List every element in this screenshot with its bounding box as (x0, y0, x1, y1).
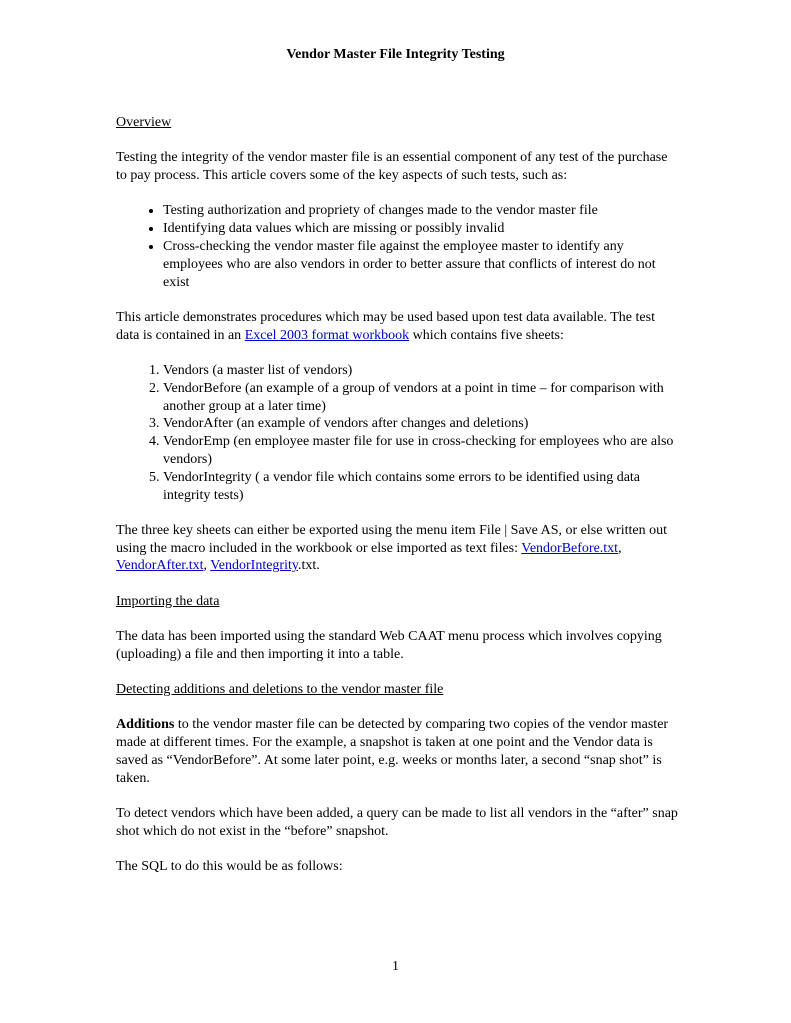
vendor-integrity-link[interactable]: VendorIntegrity (210, 558, 298, 574)
list-item: • Testing authorization and propriety of changes made to the vendor master file (163, 202, 678, 220)
overview-heading: Overview (116, 115, 172, 130)
excel-workbook-link[interactable]: Excel 2003 format workbook (244, 327, 410, 343)
list-item: 3. VendorAfter (an example of vendors after changes and deletions) (163, 415, 678, 433)
list-item: • Cross-checking the vendor master file against the employee master to identify any employees who are also vendors in order to better assure that conflicts of interest do not exist (163, 238, 678, 291)
list-item: 5. VendorIntegrity ( a vendor file which contains some errors to be identified using data integrity tests) (163, 469, 678, 505)
vendor-after-link[interactable]: VendorAfter.txt (116, 558, 204, 574)
demo-paragraph: This article demonstrates procedures which may be used based upon test data available. The test data is contained in an Excel 2003 format workbook which contains five sheets: (116, 309, 655, 343)
list-item: 1. Vendors (a master list of vendors) (163, 362, 678, 380)
list-item: 4. VendorEmp (en employee master file for use in cross-checking for employees who are also vendors) (163, 433, 678, 469)
overview-bullet-list (116, 202, 678, 291)
list-item: 2. VendorBefore (an example of a group of vendors at a point in time – for comparison with another group at a later time) (163, 380, 678, 416)
importing-heading: Importing the data (116, 593, 220, 609)
additions-bold-lead: Additions (116, 717, 175, 733)
export-paragraph: The three key sheets can either be exported using the menu item File | Save AS, or else written out using the macro included in the workbook or else imported as text files: VendorBefore.txt, VendorAfter.txt, VendorIntegrity.txt. (116, 522, 667, 574)
importing-paragraph: The data has been imported using the standard Web CAAT menu process which involves copying (uploading) a file and then importing it into a table. (116, 629, 662, 662)
document-title: Vendor Master File Integrity Testing (286, 47, 505, 62)
detecting-heading: Detecting additions and deletions to the vendor master file (116, 682, 444, 698)
page-number: 1 (392, 959, 399, 974)
sheets-numbered-list (116, 362, 678, 504)
overview-intro: Testing the integrity of the vendor master file is an essential component of any test of the purchase to pay process. This article covers some of the key aspects of such tests, such as: (116, 150, 668, 184)
vendor-before-link[interactable]: VendorBefore.txt (521, 540, 619, 556)
sql-intro-paragraph: The SQL to do this would be as follows: (116, 859, 343, 875)
detect-vendors-paragraph: To detect vendors which have been added, a query can be made to list all vendors in the “after” snap shot which do not exist in the “before” snapshot. (116, 806, 678, 839)
additions-paragraph: Additions to the vendor master file can be detected by comparing two copies of the vendor master made at different times. For the example, a snapshot is taken at one point and the Vendor data is saved as “VendorBefore”. At some later point, e.g. weeks or months later, a second “snap shot” is taken. (116, 717, 669, 786)
document-body (116, 114, 678, 894)
list-item: • Identifying data values which are missing or possibly invalid (163, 220, 678, 238)
